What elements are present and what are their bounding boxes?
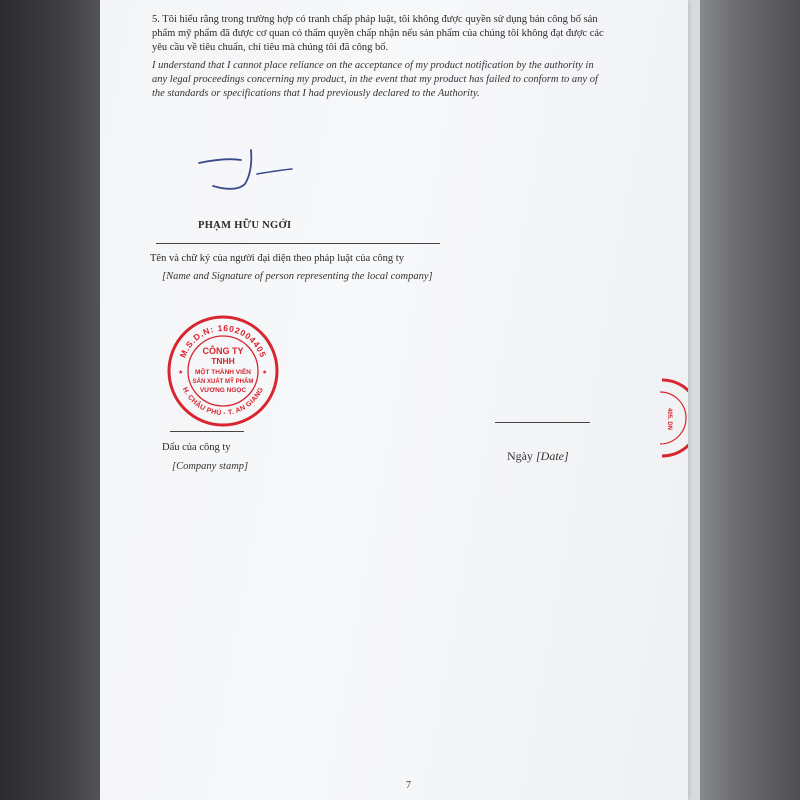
- declaration-vn-line-3: yêu cầu về tiêu chuẩn, chỉ tiêu mà chúng tôi đã công bố.: [152, 42, 389, 53]
- stamp-line-3: MỘT THÀNH VIÊN: [195, 369, 251, 376]
- stamp-label-en: [Company stamp]: [172, 461, 249, 472]
- edge-stamp-text: 405. DN: [666, 408, 672, 431]
- stamp-underline: [170, 431, 244, 432]
- declaration-en-line-1: I understand that I cannot place reliance on the acceptance of my product notification by the authority in: [152, 60, 594, 71]
- representative-label-en: [Name and Signature of person representing the local company]: [162, 271, 433, 282]
- stamp-line-1: CÔNG TY: [202, 346, 244, 356]
- signature-line: [156, 243, 440, 244]
- company-stamp: [166, 314, 280, 428]
- stamp-line-5: VƯƠNG NGỌC: [199, 387, 247, 394]
- representative-label-vn: Tên và chữ ký của người đại diện theo pháp luật của công ty: [150, 253, 404, 264]
- stamp-ring-bottom-text: H. CHÂU PHÚ - T. AN GIANG: [180, 386, 266, 418]
- stamp-line-4: SẢN XUẤT MỸ PHẨM: [192, 379, 254, 385]
- declaration-en-line-2: any legal proceedings concerning my product, in the event that my product has failed to conform to any of: [152, 74, 598, 85]
- stamp-line-2: TNHH: [211, 356, 235, 366]
- svg-text:★: ★: [178, 369, 184, 376]
- representative-name: PHẠM HỮU NGỚI: [198, 220, 292, 231]
- date-label-vn: Ngày: [507, 449, 533, 463]
- declaration-vn-line-2: phẩm mỹ phẩm đã được cơ quan có thẩm quyền chấp nhận nếu sản phẩm của chúng tôi không đạt được các: [152, 28, 604, 39]
- background-left: [0, 0, 104, 800]
- date-label-en: [Date]: [536, 449, 569, 463]
- background-right: [690, 0, 800, 800]
- handwritten-signature: [195, 148, 300, 196]
- stamp-ring-top-text: M.S.D.N: 1602004405: [177, 322, 269, 360]
- edge-stamp-fragment: [658, 378, 688, 458]
- svg-text:★: ★: [262, 369, 268, 376]
- declaration-en-line-3: the standards or specifications that I had previously declared to the Authority.: [152, 88, 480, 99]
- stamp-label-vn: Dấu của công ty: [162, 442, 231, 453]
- date-label: [507, 449, 569, 464]
- declaration-vn-line-1: 5. Tôi hiểu rằng trong trường hợp có tranh chấp pháp luật, tôi không được quyền sử dụng bản công bố sản: [152, 14, 598, 25]
- page-number: 7: [406, 780, 411, 791]
- date-line: [495, 422, 590, 423]
- document-page: [100, 0, 688, 800]
